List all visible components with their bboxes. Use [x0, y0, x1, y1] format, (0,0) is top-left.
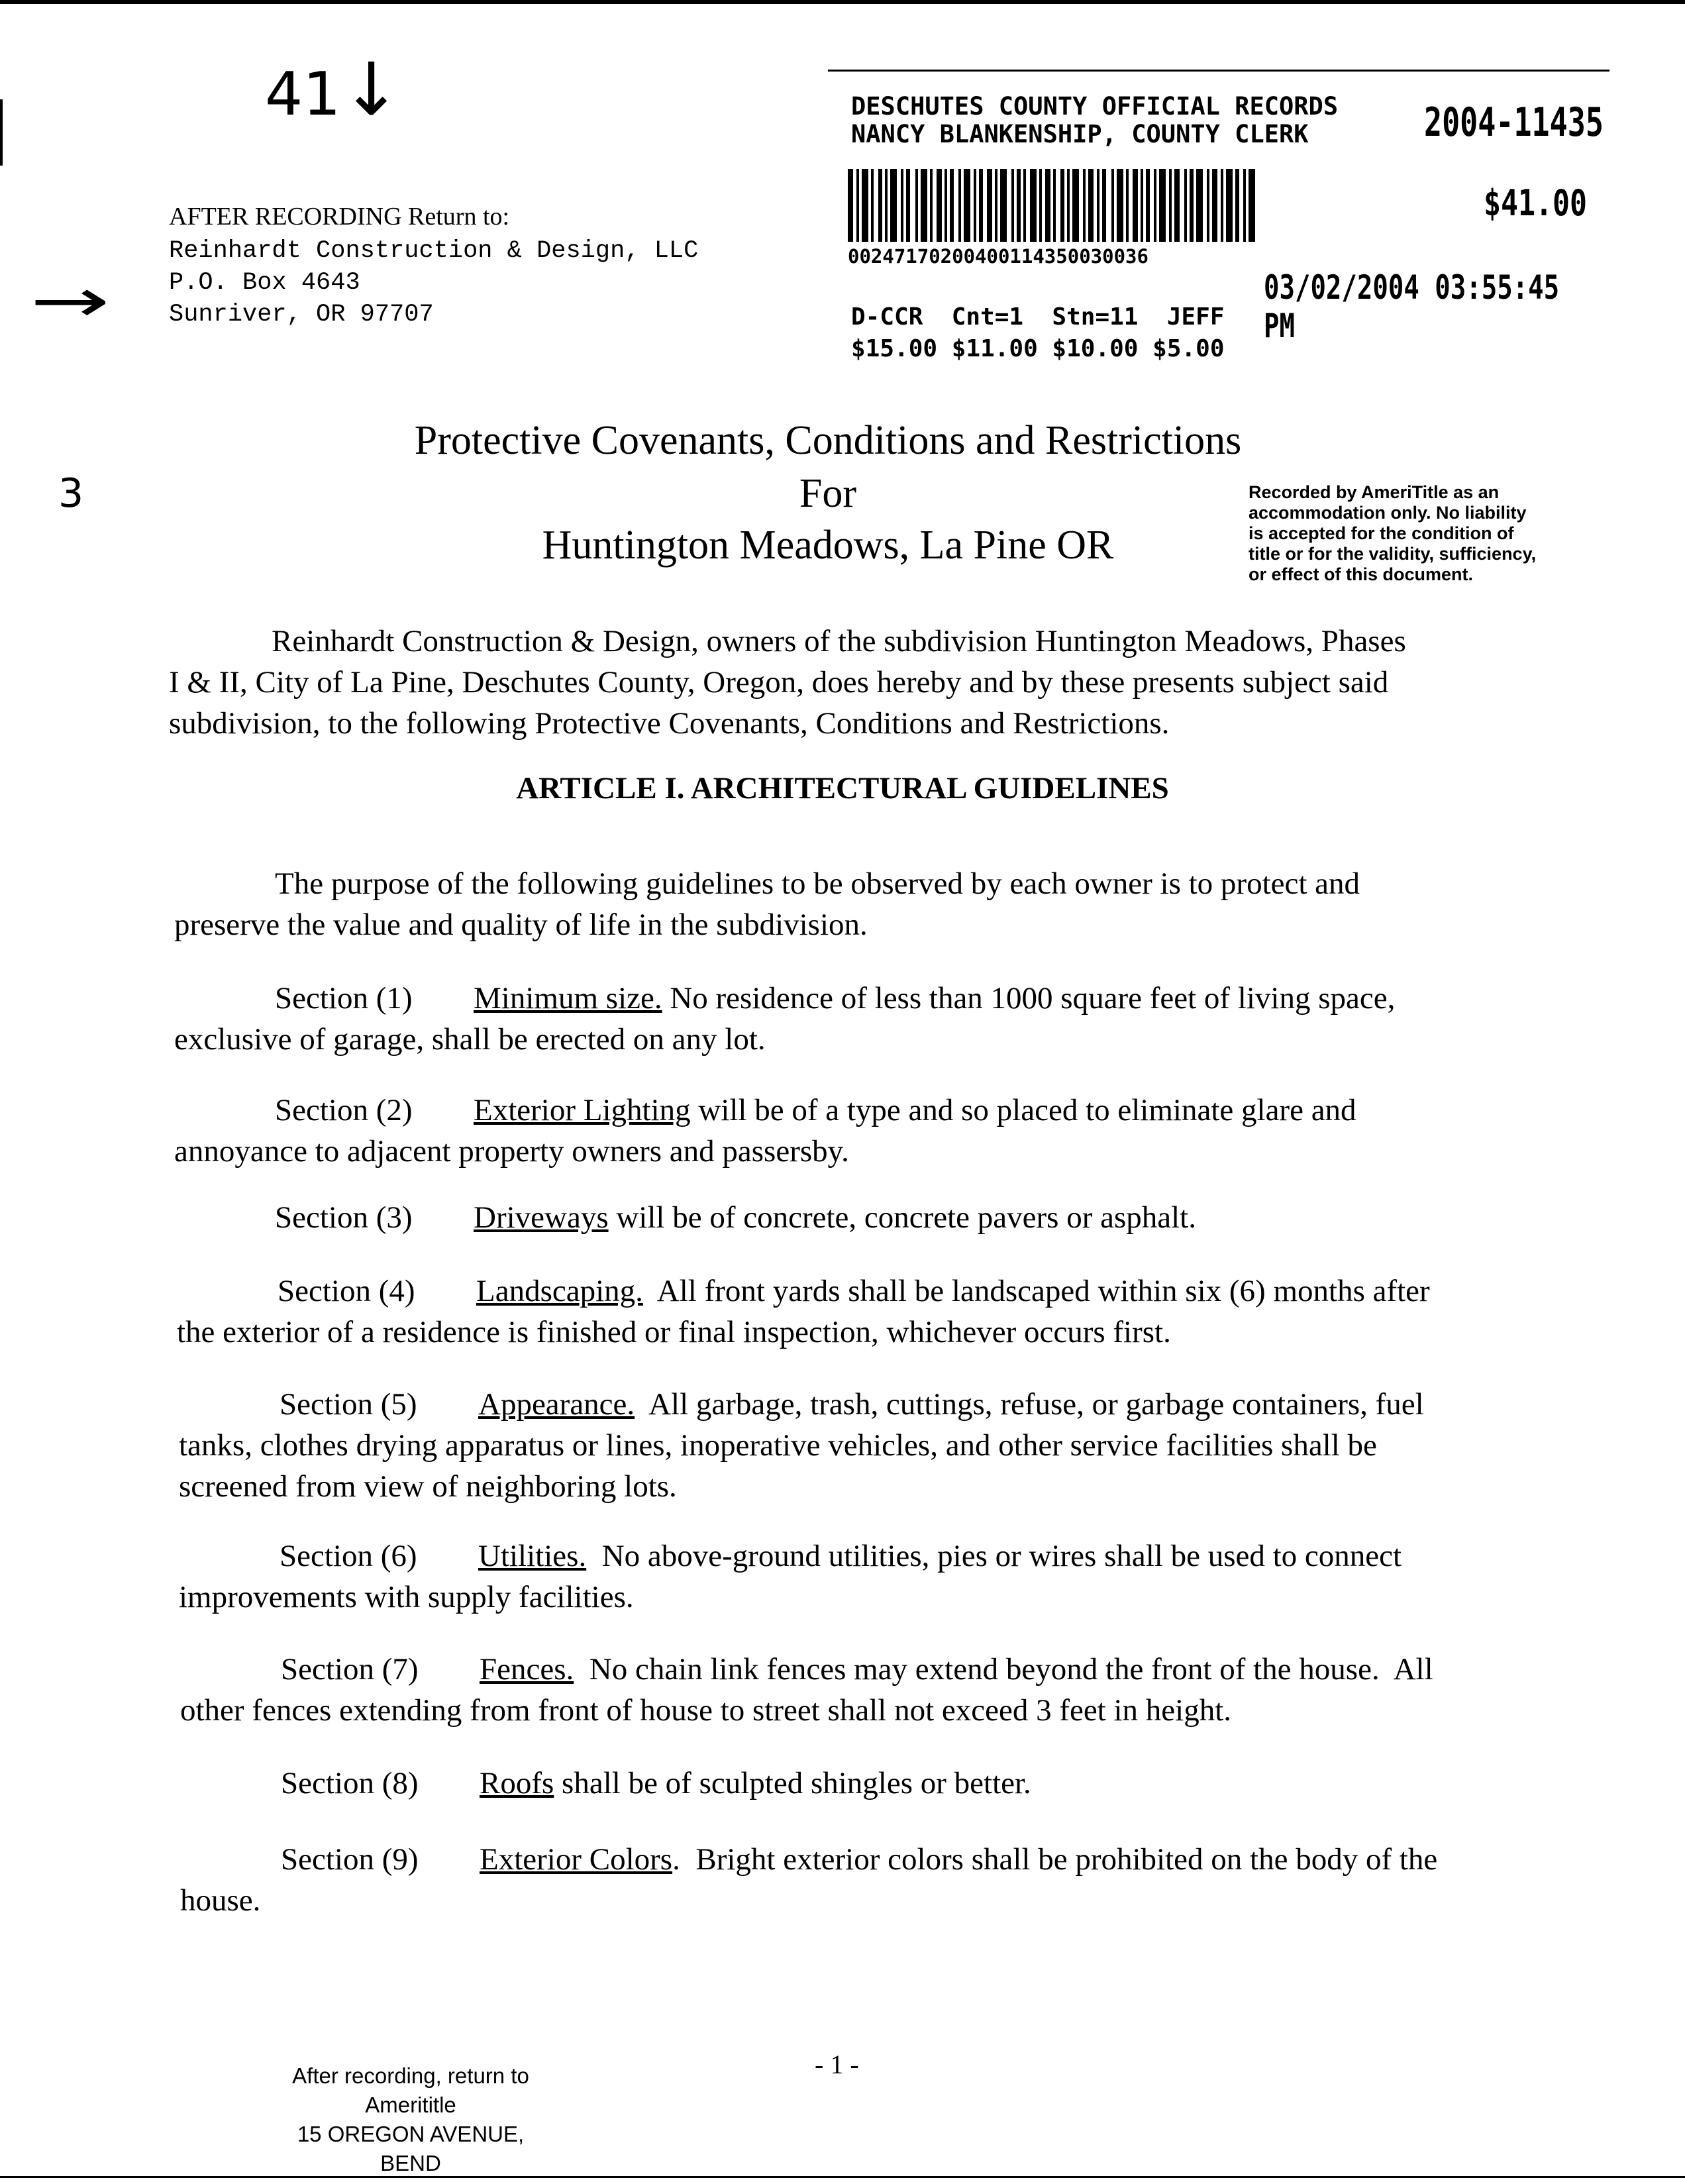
recording-office [851, 93, 1338, 148]
left-edge-mark [0, 99, 3, 166]
section-text: other fences extending from front of house to street shall not exceed 3 feet in height. [180, 1693, 1232, 1728]
purpose-line2: preserve the value and quality of life in the subdivision. [174, 908, 868, 942]
notice-line: is accepted for the condition of [1249, 523, 1514, 543]
purpose-line1: The purpose of the following guidelines to be observed by each owner is to protect and [275, 866, 1360, 901]
article-heading: ARTICLE I. ARCHITECTURAL GUIDELINES [516, 771, 1169, 806]
footer-return-line: After recording, return to [292, 2063, 529, 2088]
footer-return-line: 15 OREGON AVENUE, BEND [297, 2122, 525, 2175]
barcode [848, 169, 1378, 242]
section-heading: Roofs [480, 1766, 554, 1800]
section-label: Section (6) [280, 1539, 417, 1573]
section-text: No residence of less than 1000 square feet of living space, [662, 981, 1396, 1015]
handwritten-fee-mark [265, 47, 402, 132]
section-heading: Appearance. [478, 1387, 635, 1422]
section-text: tanks, clothes drying apparatus or lines, inoperative vehicles, and other service facilities shall be [179, 1428, 1377, 1463]
section-label: Section (7) [281, 1652, 419, 1687]
section-5 [179, 1384, 1603, 1507]
handwritten-page-mark: 3 [58, 470, 84, 517]
section-text: All garbage, trash, cuttings, refuse, or garbage containers, fuel [635, 1387, 1424, 1422]
total-fee: $41.00 [1484, 182, 1588, 224]
purpose-paragraph [174, 863, 1585, 945]
return-address-line: Sunriver, OR 97707 [169, 301, 434, 329]
section-label: Section (1) [275, 981, 413, 1015]
amerititle-notice [1249, 482, 1536, 585]
section-8 [180, 1763, 1604, 1804]
return-address-heading: AFTER RECORDING Return to: [169, 203, 510, 231]
notice-line: title or for the validity, sufficiency, [1249, 544, 1537, 564]
section-label: Section (9) [281, 1842, 419, 1877]
section-text: the exterior of a residence is finished or final inspection, whichever occurs first. [177, 1315, 1171, 1349]
intro-line3: subdivision, to the following Protective Covenants, Conditions and Restrictions. [169, 706, 1170, 741]
stamp-top-rule [828, 70, 1609, 72]
section-7 [180, 1649, 1604, 1731]
section-heading: Minimum size. [474, 981, 662, 1015]
handwritten-arrow-icon: → [30, 266, 111, 336]
section-heading: Exterior Colors [480, 1842, 673, 1877]
section-text: shall be of sculpted shingles or better. [554, 1766, 1031, 1800]
recording-code-line: D-CCR Cnt=1 Stn=11 JEFF [851, 303, 1225, 331]
section-text: All front yards shall be landscaped within six (6) months after [642, 1274, 1430, 1308]
barcode-number: 00247170200400114350030036 [848, 245, 1149, 268]
section-label: Section (5) [280, 1387, 417, 1422]
recording-office-line2: NANCY BLANKENSHIP, COUNTY CLERK [851, 120, 1309, 148]
down-arrow-icon: ↓ [340, 47, 402, 132]
section-text: improvements with supply facilities. [179, 1580, 634, 1614]
section-label: Section (8) [281, 1766, 419, 1800]
section-4 [177, 1271, 1601, 1353]
footer-return-line: Amerititle [365, 2093, 456, 2117]
notice-line: or effect of this document. [1249, 564, 1474, 584]
section-3 [174, 1197, 1598, 1238]
section-text: will be of a type and so placed to eliminate glare and [690, 1093, 1356, 1127]
section-heading: Exterior Lighting [474, 1093, 691, 1127]
intro-paragraph [169, 621, 1580, 744]
section-text: will be of concrete, concrete pavers or asphalt. [608, 1200, 1196, 1235]
section-6 [179, 1535, 1603, 1618]
section-9 [180, 1839, 1604, 1921]
page-number: - 1 - [815, 2050, 859, 2079]
section-label: Section (3) [275, 1200, 413, 1235]
section-heading: Fences. [480, 1652, 574, 1687]
handwritten-fee-text: 41 [265, 60, 341, 129]
document-number: 2004-11435 [1424, 99, 1604, 146]
notice-line: Recorded by AmeriTitle as an [1249, 482, 1500, 502]
section-label: Section (2) [275, 1093, 413, 1127]
recording-fees-line: $15.00 $11.00 $10.00 $5.00 [851, 335, 1225, 362]
document-title-line2: For [799, 471, 857, 516]
document-title-line1: Protective Covenants, Conditions and Restrictions [414, 418, 1242, 463]
section-heading: Driveways [474, 1200, 609, 1235]
section-text: exclusive of garage, shall be erected on any lot. [174, 1022, 766, 1057]
intro-line1: Reinhardt Construction & Design, owners of the subdivision Huntington Meadows, Phases [272, 624, 1406, 658]
section-text: annoyance to adjacent property owners and passersby. [174, 1134, 849, 1169]
recording-office-line1: DESCHUTES COUNTY OFFICIAL RECORDS [851, 92, 1339, 121]
section-text: No chain link fences may extend beyond the front of the house. All [574, 1652, 1433, 1687]
section-heading: Landscaping. [476, 1274, 643, 1308]
section-text: No above-ground utilities, pies or wires shall be used to connect [586, 1539, 1402, 1573]
section-text: . Bright exterior colors shall be prohibited on the body of the [672, 1842, 1438, 1877]
return-address-line: P.O. Box 4643 [169, 269, 360, 297]
return-address-block [169, 235, 698, 331]
top-edge-line [0, 0, 1685, 4]
footer-return-block [278, 2061, 543, 2178]
bottom-edge-line [0, 2176, 1685, 2178]
return-address-line: Reinhardt Construction & Design, LLC [169, 237, 699, 265]
recording-datetime: 03/02/2004 03:55:45 PM [1264, 268, 1560, 345]
intro-line2: I & II, City of La Pine, Deschutes County, Oregon, does hereby and by these presents subject said [169, 665, 1389, 700]
section-2 [174, 1090, 1598, 1172]
section-label: Section (4) [278, 1274, 415, 1308]
notice-line: accommodation only. No liability [1249, 503, 1527, 523]
section-text: house. [180, 1883, 261, 1918]
section-heading: Utilities. [478, 1539, 587, 1573]
section-1 [174, 978, 1598, 1060]
document-title-line3: Huntington Meadows, La Pine OR [542, 523, 1114, 568]
section-text: screened from view of neighboring lots. [179, 1469, 677, 1504]
recording-codes [851, 301, 1225, 365]
